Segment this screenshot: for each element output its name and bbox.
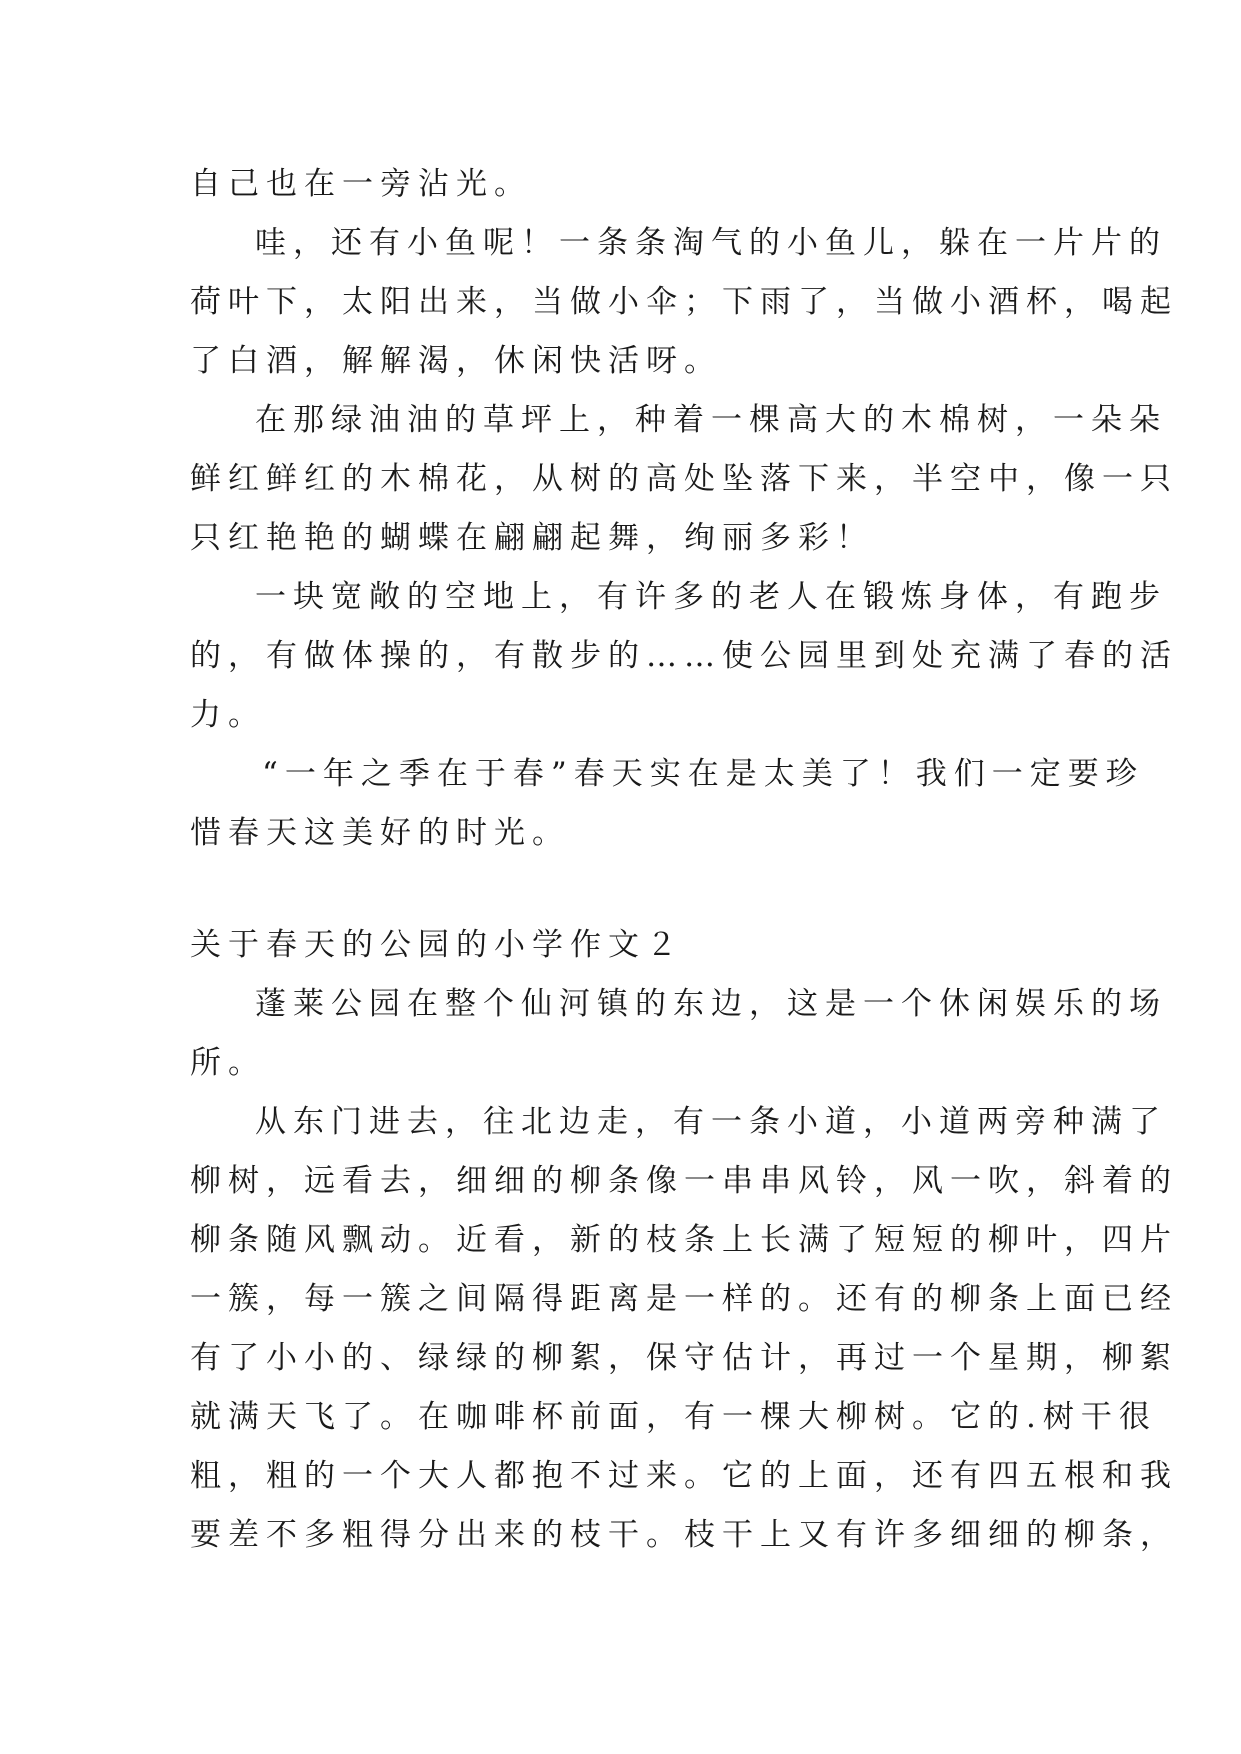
text-line: 柳条随风飘动。近看，新的枝条上长满了短短的柳叶，四片 [190, 1222, 1178, 1258]
section-heading: 关于春天的公园的小学作文２ [190, 927, 684, 963]
text-line: 要差不多粗得分出来的枝干。枝干上又有许多细细的柳条， [190, 1517, 1178, 1553]
text-line: 就满天飞了。在咖啡杯前面，有一棵大柳树。它的.树干很 [190, 1399, 1157, 1435]
text-line: 粗，粗的一个大人都抱不过来。它的上面，还有四五根和我 [190, 1458, 1178, 1494]
paragraph-line: 在那绿油油的草坪上，种着一棵高大的木棉树，一朵朵 [255, 402, 1167, 438]
paragraph-line: 从东门进去，往北边走，有一条小道，小道两旁种满了 [255, 1104, 1167, 1140]
paragraph-line: 一块宽敞的空地上，有许多的老人在锻炼身体，有跑步 [255, 579, 1167, 615]
text-line: 鲜红鲜红的木棉花，从树的高处坠落下来，半空中，像一只 [190, 461, 1178, 497]
text-line: 力。 [190, 697, 266, 733]
text-line: 一簇，每一簇之间隔得距离是一样的。还有的柳条上面已经 [190, 1281, 1178, 1317]
text-line: 自己也在一旁沾光。 [190, 166, 532, 202]
text-line: 惜春天这美好的时光。 [190, 815, 570, 851]
text-line: 所。 [190, 1045, 266, 1081]
text-line: 只红艳艳的蝴蝶在翩翩起舞，绚丽多彩！ [190, 520, 874, 556]
paragraph-line: “一年之季在于春”春天实在是太美了！我们一定要珍 [262, 756, 1144, 792]
text-line: 了白酒，解解渴，休闲快活呀。 [190, 343, 722, 379]
text-line: 柳树，远看去，细细的柳条像一串串风铃，风一吹，斜着的 [190, 1163, 1178, 1199]
text-line: 有了小小的、绿绿的柳絮，保守估计，再过一个星期，柳絮 [190, 1340, 1178, 1376]
paragraph-line: 哇，还有小鱼呢！一条条淘气的小鱼儿，躲在一片片的 [255, 225, 1167, 261]
paragraph-line: 蓬莱公园在整个仙河镇的东边，这是一个休闲娱乐的场 [255, 986, 1167, 1022]
text-line: 荷叶下，太阳出来，当做小伞；下雨了，当做小酒杯，喝起 [190, 284, 1178, 320]
text-line: 的，有做体操的，有散步的……使公园里到处充满了春的活 [190, 638, 1178, 674]
